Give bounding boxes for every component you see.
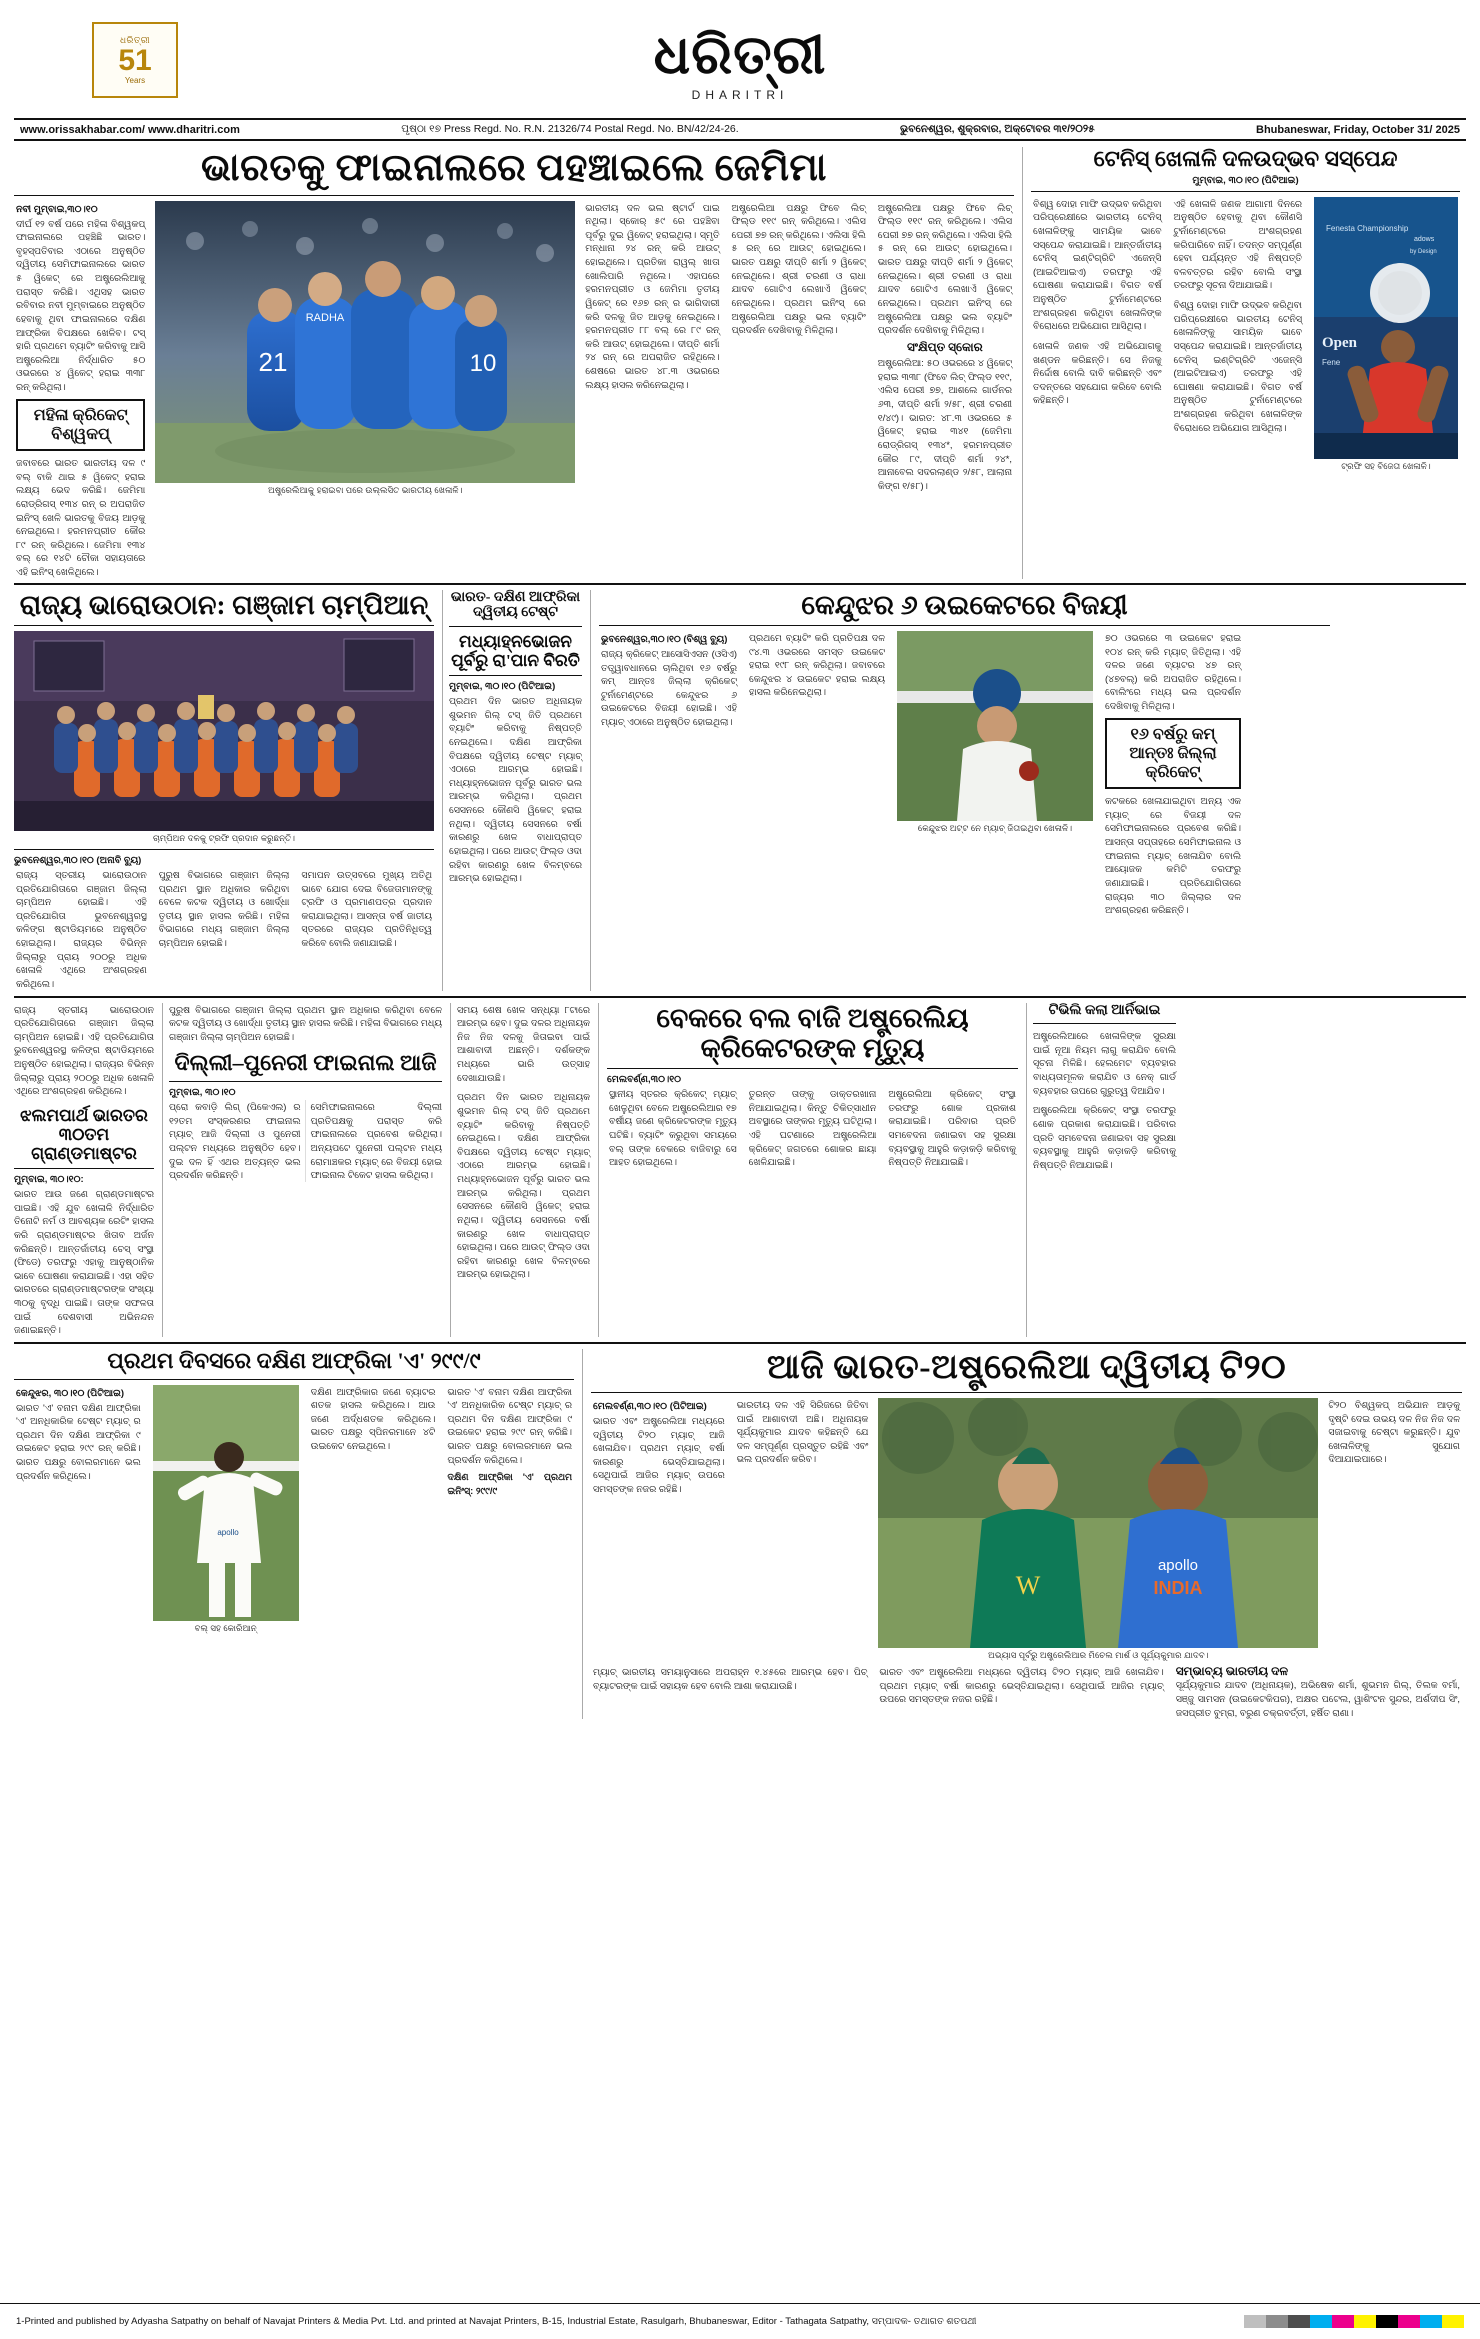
sa-a-headline: ପ୍ରଥମ ଦିବସରେ ଦକ୍ଷିଣ ଆଫ୍ରିକା 'ଏ' ୨୯୯/୯ bbox=[107, 1347, 481, 1373]
kendujhar-box-head: ୧୬ ବର୍ଷରୁ କମ୍ ଆନ୍ତଃ ଜିଲ୍ଲା କ୍ରିକେଟ୍ bbox=[1105, 718, 1241, 790]
middle-section bbox=[14, 590, 1466, 991]
top-section bbox=[14, 147, 1466, 579]
sa-a-photo bbox=[153, 1385, 299, 1621]
lower-section bbox=[14, 1003, 1466, 1337]
weightlifting-text-2: ପୁରୁଷ ବିଭାଗରେ ଗଞ୍ଜାମ ଜିଲ୍ଲା ପ୍ରଥମ ସ୍ଥାନ ଅଧିକାର କରିଥିବା ବେଳେ କଟକ ଦ୍ୱିତୀୟ ଓ ଖୋର୍ଦ୍ଧା ତୃତୀୟ ସ୍ଥାନ ହାସଲ କରିଛି। ମହିଳା ବିଭାଗରେ ମଧ୍ୟ ଗଞ୍ଜାମ ଜିଲ୍ଲା ଚାମ୍ପିଅନ ହୋଇଛି। bbox=[158, 868, 290, 949]
kendujhar-headline: କେନ୍ଦୁଝର ୬ ଉଇକେଟରେ ବିଜୟୀ bbox=[801, 589, 1128, 620]
midday-text: ପ୍ରଥମ ଦିନ ଭାରତ ଅଧିନାୟକ ଶୁଭମନ ଗିଲ୍ ଟସ୍ ଜିତି ପ୍ରଥମେ ବ୍ୟାଟିଂ କରିବାକୁ ନିଷ୍ପତ୍ତି ନେଇଥିଲେ। ଦକ୍ଷିଣ ଆଫ୍ରିକା ବିପକ୍ଷରେ ଦ୍ୱିତୀୟ ଟେଷ୍ଟ ମ୍ୟାଚ୍ ଏଠାରେ ଆରମ୍ଭ ହୋଇଛି। ମଧ୍ୟାହ୍ନଭୋଜନ ପୂର୍ବରୁ ଭାରତ ଭଲ ଆରମ୍ଭ କରିଥିଲା। ପ୍ରଥମ ସେସନରେ କୌଣସି ୱିକେଟ୍ ହରାଇ ନଥିଲା। ଦ୍ୱିତୀୟ ସେସନରେ ବର୍ଷା କାରଣରୁ ଖେଳ ବାଧାପ୍ରାପ୍ତ ହୋଇଥିଲା। ପରେ ଆଉଟ୍ ଫିଲ୍ଡ ଓଦା ରହିବା କାରଣରୁ ଖେଳ ବିଳମ୍ବରେ ଆରମ୍ଭ ହୋଇଥିଲା। bbox=[449, 695, 582, 884]
lead-text-2: ଭାରତୀୟ ଦଳ ଭଲ ଷ୍ଟାର୍ଟ ପାଇ ନଥିଲା। ସ୍କୋର୍ ୫୯ ରେ ପହଞ୍ଚିବା ପୂର୍ବରୁ ଦୁଇ ୱିକେଟ୍ ହରାଇଥିଲା। ସ୍ମୃତି ମନ୍ଧାନା ୨୪ ରନ୍ କରି ଆଉଟ୍ ହୋଇଥିଲେ। ପ୍ରତିକା ରାୱଲ୍ ଖାତା ଖୋଲିପାରି ନଥିଲେ। ଏହାପରେ ହରମନପ୍ରୀତ ଓ ଜେମିମା ତୃତୀୟ ୱିକେଟ୍ ରେ ୧୬୭ ରନ୍ ର ଭାଗିଦାରୀ କରି ଦଳକୁ ଜିତ ଆଡ଼କୁ ନେଇଥିଲେ। ହରମନପ୍ରୀତ ୮୮ ବଲ୍ ରେ ୮୯ ରନ୍ କରି ଆଉଟ୍ ହୋଇଥିଲେ। ଦୀପ୍ତି ଶର୍ମା ୨୪ ରନ୍ ରେ ଅପରାଜିତ ରହିଥିଲେ। ଶେଷରେ ଭାରତ ୪୮.୩ ଓଭରରେ ଲକ୍ଷ୍ୟ ହାସଲ କରିନେଇଥିଲା। bbox=[585, 201, 720, 390]
bekare-story bbox=[598, 1003, 1018, 1337]
lead-column-1 bbox=[14, 201, 147, 579]
tennis-dateline: ମୁମ୍ବାଇ, ୩୦।୧୦ (ପିଟିଆଇ) bbox=[1192, 174, 1299, 186]
svg-text:10: 10 bbox=[469, 349, 497, 377]
sa-a-score: ଦକ୍ଷିଣ ଆଫ୍ରିକା 'ଏ' ପ୍ରଥମ ଇନିଂସ୍: ୨୯୯/୯ bbox=[447, 1471, 573, 1496]
ind-aus-text-4: ମ୍ୟାଚ୍ ଭାରତୀୟ ସମୟାନୁସାରେ ଅପରାହ୍ନ ୧.୪୫ରେ ଆରମ୍ଭ ହେବ। ପିଚ୍ ବ୍ୟାଟରଙ୍କ ପାଇଁ ସହାୟକ ହେବ ବୋଲି ଆଶା କରାଯାଉଛି। bbox=[593, 1665, 868, 1691]
color-registration-bar bbox=[1244, 2315, 1464, 2328]
ind-aus-t20-story bbox=[582, 1349, 1462, 1719]
tennis-photo bbox=[1314, 197, 1458, 459]
kendujhar-text-2: ପ୍ରଥମେ ବ୍ୟାଟିଂ କରି ପ୍ରତିପକ୍ଷ ଦଳ ୯୪.୩ ଓଭରରେ ସମସ୍ତ ଉଇକେଟ ହରାଇ ୧୯୮ ରନ୍ କରିଥିଲା। ଜବାବରେ କେନ୍ଦୁଝର ୪ ଉଇକେଟ ହରାଇ ଲକ୍ଷ୍ୟ ହାସଲ କରିନେଇଥିଲା। bbox=[749, 631, 885, 698]
sa-a-text-3: ଭାରତ 'ଏ' ବନାମ ଦକ୍ଷିଣ ଆଫ୍ରିକା 'ଏ' ଅନଧିକାରିକ ଟେଷ୍ଟ ମ୍ୟାଚ୍ ର ପ୍ରଥମ ଦିନ ଦକ୍ଷିଣ ଆଫ୍ରିକା ୯ ଉଇକେଟ ହରାଇ ୨୯୯ ରନ୍ କରିଛି। ଭାରତ ପକ୍ଷରୁ ବୋଲରମାନେ ଭଲ ପ୍ରଦର୍ଶନ କରିଥିଲେ। bbox=[447, 1385, 573, 1465]
tennis-photo-block bbox=[1312, 197, 1460, 472]
lead-column-4 bbox=[876, 201, 1014, 579]
ind-aus-text-5: ଭାରତ ଏବଂ ଅଷ୍ଟ୍ରେଲିଆ ମଧ୍ୟରେ ଦ୍ୱିତୀୟ ଟି୨୦ ମ୍ୟାଚ୍ ଆଜି ଖେଳାଯିବ। ପ୍ରଥମ ମ୍ୟାଚ୍ ବର୍ଷା କାରଣରୁ ଭେସ୍ତିଯାଇଥିଲା। ସେଥିପାଇଁ ଆଜିର ମ୍ୟାଚ୍ ଉପରେ ସମସ୍ତଙ୍କ ନଜର ରହିଛି। bbox=[879, 1665, 1164, 1705]
svg-text:INDIA: INDIA bbox=[1153, 1577, 1203, 1598]
lead-dateline: ନବୀ ମୁମ୍ବାଇ,୩୦।୧୦ bbox=[16, 203, 98, 215]
svg-text:Open: Open bbox=[1322, 334, 1358, 351]
ind-aus-dateline: ମେଲବର୍ଣ୍ଣ,୩୦।୧୦ (ପିଟିଆଇ) bbox=[593, 1400, 707, 1412]
kendujhar-dateline: ଭୁବନେଶ୍ୱର,୩୦।୧୦ (ବିଶ୍ୱ ବ୍ୟୁ) bbox=[601, 633, 728, 645]
kendujhar-text-3: ୭୦ ଓଭରରେ ୩ ଉଇକେଟ ହରାଇ ୧୦୪ ରନ୍ କରି ମ୍ୟାଚ୍ ଜିତିଥିଲା। ଏହି ଦଳର ଜଣେ ବ୍ୟାଟର ୪୭ ରନ୍ (୪୭ବଲ୍) କରି ଅପରାଜିତ ରହିଥିଲେ। ବୋଲିଂରେ ମଧ୍ୟ ଭଲ ପ୍ରଦର୍ଶନ ଦେଖିବାକୁ ମିଳିଥିଲା। bbox=[1105, 631, 1241, 712]
lead-text-3: ଅଷ୍ଟ୍ରେଲିଆ ପକ୍ଷରୁ ଫିବେ ଲିଚ୍ ଫିଲ୍ଡ ୧୧୯ ରନ୍ କରିଥିଲେ। ଏଲିସ ପେରୀ ୭୭ ରନ୍ କରିଥିଲେ। ଏଲିସା ହିଲି ୫ ରନ୍ ରେ ଆଉଟ୍ ହୋଇଥିଲେ। ଭାରତ ପକ୍ଷରୁ ଦୀପ୍ତି ଶର୍ମା ୨ ୱିକେଟ୍ ନେଇଥିଲେ। ଶ୍ରୀ ଚରଣୀ ଓ ରାଧା ଯାଦବ ଗୋଟିଏ ଲେଖାଏଁ ୱିକେଟ୍ ନେଇଥିଲେ। ପ୍ରଥମ ଇନିଂସ୍ ରେ ଅଷ୍ଟ୍ରେଲିଆ ପକ୍ଷରୁ ଭଲ ବ୍ୟାଟିଂ ପ୍ରଦର୍ଶନ ଦେଖିବାକୁ ମିଳିଥିଲା। bbox=[731, 201, 866, 336]
bekare-headline: ବେକରେ ବଲ ବାଜି ଅଷ୍ଟ୍ରେଲିୟ କ୍ରିକେଟରଙ୍କ ମୃତ୍ୟୁ bbox=[656, 1002, 969, 1063]
sa-a-photo-block bbox=[151, 1385, 301, 1634]
svg-text:apollo: apollo bbox=[1158, 1556, 1199, 1574]
weightlifting-text-1: ରାଜ୍ୟ ସ୍ତରୀୟ ଭାରୋଉଠାନ ପ୍ରତିଯୋଗିତାରେ ଗଞ୍ଜାମ ଜିଲ୍ଲା ଚାମ୍ପିଅନ ହୋଇଛି। ଏହି ପ୍ରତିଯୋଗିତା ଭୁବନେଶ୍ୱରସ୍ଥ କଳିଙ୍ଗ ଷ୍ଟାଡିୟମରେ ଅନୁଷ୍ଠିତ ହୋଇଥିଲା। ରାଜ୍ୟର ବିଭିନ୍ନ ଜିଲ୍ଲାରୁ ପ୍ରାୟ ୨୦୦ରୁ ଅଧିକ ଖେଳାଳି ଏଥିରେ ଅଂଶଗ୍ରହଣ କରିଥିଲେ। bbox=[16, 868, 147, 989]
sa-a-text-2: ଦକ୍ଷିଣ ଆଫ୍ରିକାର ଜଣେ ବ୍ୟାଟର ଶତକ ହାସଲ କରିଥିଲେ। ଆଉ ଜଣେ ଅର୍ଦ୍ଧଶତକ କରିଥିଲେ। ଭାରତ ପକ୍ଷରୁ ସ୍ପିନରମାନେ ୪ଟି ଉଇକେଟ ନେଇଥିଲେ। bbox=[310, 1385, 436, 1451]
bekare-sidebar-head: ଟିଭିଲି କଲା ଆର୍ନିଭାଇ bbox=[1048, 1002, 1161, 1018]
weightlifting-text-3: ସମାପନ ଉତ୍ସବରେ ମୁଖ୍ୟ ଅତିଥି ଭାବେ ଯୋଗ ଦେଇ ବିଜେତାମାନଙ୍କୁ ଟ୍ରଫି ଓ ପ୍ରମାଣପତ୍ର ପ୍ରଦାନ କରାଯାଇଥିଲା। ଆସନ୍ତା ବର୍ଷ ଜାତୀୟ ସ୍ତରରେ ରାଜ୍ୟର ପ୍ରତିନିଧିତ୍ୱ କରିବେ ବୋଲି ଜଣାଯାଇଛି। bbox=[301, 868, 433, 949]
anniversary-badge bbox=[92, 22, 178, 98]
svg-text:by Design: by Design bbox=[1410, 248, 1437, 255]
jhalampath-text: ଭାରତ ଆଉ ଜଣେ ଗ୍ରାଣ୍ଡମାଷ୍ଟର ପାଇଛି। ଏହି ଯୁବ ଖେଳାଳି ନିର୍ଦ୍ଧାରିତ ତିନୋଟି ନର୍ମ ଓ ଆବଶ୍ୟକ ରେଟିଂ ହାସଲ କରି ଗ୍ରାଣ୍ଡମାଷ୍ଟର ଖିତାବ ଅର୍ଜନ କରିଛନ୍ତି। ଆନ୍ତର୍ଜାତୀୟ ଚେସ୍ ସଂସ୍ଥା (ଫିଡେ) ତରଫରୁ ଏହାକୁ ଆନୁଷ୍ଠାନିକ ଭାବେ ଘୋଷଣା କରାଯାଇଛି। ଏହା ସହିତ ଭାରତରେ ଗ୍ରାଣ୍ଡମାଷ୍ଟରଙ୍କ ସଂଖ୍ୟା ୩୦କୁ ବୃଦ୍ଧି ପାଇଛି। ତାଙ୍କ ସଫଳତା ପାଇଁ ଦେଶବାସୀ ଅଭିନନ୍ଦନ ଜଣାଇଛନ୍ତି। bbox=[14, 1188, 154, 1336]
midday-dateline: ମୁମ୍ବାଇ, ୩୦।୧୦ (ପିଟିଆଇ) bbox=[449, 681, 556, 693]
sa-a-caption: ବଲ୍ ସହ କୋରିଆନ୍ bbox=[194, 1622, 257, 1633]
tennis-text-3: ଖେଳାଳି ଜଣକ ଏହି ଅଭିଯୋଗକୁ ଖଣ୍ଡନ କରିଛନ୍ତି। ସେ ନିଜକୁ ନିର୍ଦ୍ଦୋଷ ବୋଲି ଦାବି କରିଛନ୍ତି ଏବଂ ତଦନ୍ତରେ ସହଯୋଗ କରିବେ ବୋଲି କହିଛନ୍ତି। bbox=[1033, 339, 1162, 406]
sa-a-dateline: କେନ୍ଦୁଝର, ୩୦।୧୦ (ପିଟିଆଇ) bbox=[16, 1387, 125, 1399]
footer-imprint: 1-Printed and published by Adyasha Satpathy on behalf of Navajat Printers & Media Pvt. Ltd. and printed at Navajat Printers, B-15, Industrial Estate, Rasulgarh, Bhubaneswar, Editor - Tathagata Satpathy, ସମ୍ପାଦକ- ତଥାଗତ ଶତପଥୀ bbox=[16, 2316, 977, 2327]
anniversary-top-label: ଧରିତ୍ରୀ bbox=[119, 35, 151, 45]
weightlifting-headline: ରାଜ୍ୟ ଭାରୋଉଠାନ: ଗଞ୍ଜାମ ଚାମ୍ପିଆନ୍ bbox=[19, 589, 429, 620]
weightlifting-story bbox=[14, 590, 434, 991]
place-date-english: Bhubaneswar, Friday, October 31/ 2025 bbox=[1256, 123, 1460, 136]
website-urls[interactable]: www.orissakhabar.com/ www.dharitri.com bbox=[20, 123, 240, 136]
jhalampath-headline: ଝଲମପାର୍ଥ ଭାରତର ୩୦ତମ ଗ୍ରାଣ୍ଡମାଷ୍ଟର bbox=[20, 1105, 148, 1163]
lead-text-1b: ଜବାବରେ ଭାରତ ଭାରତୀୟ ଦଳ ୯ ବଲ୍ ବାକି ଥାଇ ୫ ୱିକେଟ୍ ହରାଇ ଲକ୍ଷ୍ୟ ଭେଦ କରିଛି। ଜେମିମା ରୋଡ୍ରିଗସ୍ ୧୩୪ ରନ୍ ର ଅପରାଜିତ ଇନିଂସ୍ ଖେଳି ଭାରତକୁ ବିଜୟ ଆଡ଼କୁ ନେଇଥିଲେ। ହରମନପ୍ରୀତ କୌର ୮୯ ରନ୍ କରିଥିଲେ। ଜେମିମା ୧୩୪ ବଲ୍ ରେ ୧୪ଟି ଚୌକା ସହାୟତାରେ ଏହି ଇନିଂସ୍ ଖେଳିଥିଲେ। bbox=[16, 457, 146, 578]
bekare-sidebar-text-2: ଅଷ୍ଟ୍ରେଲିଆ କ୍ରିକେଟ୍ ସଂସ୍ଥା ତରଫରୁ ଶୋକ ପ୍ରକାଶ କରାଯାଇଛି। ପରିବାର ପ୍ରତି ସମବେଦନା ଜଣାଇବା ସହ ସୁରକ୍ଷା ବ୍ୟବସ୍ଥାକୁ ଆହୁରି କଡ଼ାକଡ଼ି କରିବାକୁ ନିଷ୍ପତ୍ତି ନିଆଯାଇଛି। bbox=[1033, 1104, 1176, 1170]
sa-a-text-1: ଭାରତ 'ଏ' ବନାମ ଦକ୍ଷିଣ ଆଫ୍ରିକା 'ଏ' ଅନଧିକାରିକ ଟେଷ୍ଟ ମ୍ୟାଚ୍ ର ପ୍ରଥମ ଦିନ ଦକ୍ଷିଣ ଆଫ୍ରିକା ୯ ଉଇକେଟ ହରାଇ ୨୯୯ ରନ୍ କରିଛି। ଭାରତ ପକ୍ଷରୁ ବୋଲରମାନେ ଭଲ ପ୍ରଦର୍ଶନ କରିଥିଲେ। bbox=[16, 1401, 141, 1481]
kendujhar-photo-block bbox=[895, 631, 1095, 917]
lead-photo-block bbox=[155, 201, 575, 579]
svg-text:21: 21 bbox=[258, 346, 288, 377]
kendujhar-text-4: କଟକରେ ଖେଳାଯାଇଥିବା ଅନ୍ୟ ଏକ ମ୍ୟାଚ୍ ରେ ବିଜୟୀ ଦଳ ସେମିଫାଇନାଲରେ ପ୍ରବେଶ କରିଛି। ଆସନ୍ତା ସପ୍ତାହରେ ସେମିଫାଇନାଲ ଓ ଫାଇନାଲ ମ୍ୟାଚ୍ ଖେଳାଯିବ ବୋଲି ଆୟୋଜକ କମିଟି ତରଫରୁ ଜଣାଯାଇଛି। ପ୍ରତିଯୋଗିତାରେ ରାଜ୍ୟର ୩୦ ଜିଲ୍ଲାର ଦଳ ଅଂଶଗ୍ରହଣ କରିଛନ୍ତି। bbox=[1105, 795, 1241, 916]
bottom-section bbox=[14, 1349, 1466, 1719]
anniversary-years-label: Years bbox=[124, 76, 146, 85]
masthead-title-english: DHARITRI bbox=[691, 88, 789, 102]
bekare-sidebar bbox=[1026, 1003, 1176, 1337]
lead-score-text: ଅଷ୍ଟ୍ରେଲିଆ: ୫୦ ଓଭରରେ ୪ ୱିକେଟ୍ ହରାଇ ୩୩୮ (ଫିବେ ଲିଚ୍ ଫିଲ୍ଡ ୧୧୯, ଏଲିସ ପେରୀ ୭୭, ଆଶଲେ ଗାର୍ଡନର ୬୩, ଦୀପ୍ତି ଶର୍ମା ୨/୫୮, ଶ୍ରୀ ଚରଣୀ ୧/୪୯)। ଭାରତ: ୪୮.୩ ଓଭରରେ ୫ ୱିକେଟ୍ ହରାଇ ୩୪୧ (ଜେମିମା ରୋଡ୍ରିଗସ୍ ୧୩୪*, ହରମନପ୍ରୀତ କୌର ୮୯, ଦୀପ୍ତି ଶର୍ମା ୨୪*, ଆନାବେଲ ସଦରଲାଣ୍ଡ ୨/୫୮, ଆଲାନା କିଙ୍ଗ ୧/୫୮)। bbox=[877, 357, 1012, 491]
lead-story bbox=[14, 147, 1014, 579]
lead-text-1: ଦୀର୍ଘ ୧୨ ବର୍ଷ ପରେ ମହିଳା ବିଶ୍ୱକପ୍ ଫାଇନାଲରେ ପହଞ୍ଚିଛି ଭାରତ। ବୃହସ୍ପତିବାର ଏଠାରେ ଅନୁଷ୍ଠିତ ଦ୍ୱିତୀୟ ସେମିଫାଇନାଲରେ ଭାରତ ୫ ୱିକେଟ୍ ରେ ଅଷ୍ଟ୍ରେଲିଆକୁ ପରାସ୍ତ କରିଛି। ଏଥିସହ ଭାରତ ରବିବାର ନବୀ ମୁମ୍ବାଇରେ ଅନୁଷ୍ଠିତ ହେବାକୁ ଥିବା ଫାଇନାଲରେ ଦକ୍ଷିଣ ଆଫ୍ରିକା ବିପକ୍ଷରେ ଖେଳିବ। ଟସ୍ ହାରି ପ୍ରଥମେ ବ୍ୟାଟିଂ କରିବାକୁ ଆସି ଅଷ୍ଟ୍ରେଲିଆ ନିର୍ଦ୍ଧାରିତ ୫୦ ଓଭରରେ ୪ ୱିକେଟ୍ ହରାଇ ୩୩୮ ରନ୍ କରିଥିଲା। bbox=[16, 217, 146, 393]
delhi-pune-text-2: ସେମିଫାଇନାଲରେ ଦିଲ୍ଲୀ ପ୍ରତିପକ୍ଷକୁ ପରାସ୍ତ କରି ଫାଇନାଲରେ ପ୍ରବେଶ କରିଥିଲା। ଅନ୍ୟପଟେ ପୁନେରୀ ପଲ୍ଟନ ମଧ୍ୟ ରୋମାଞ୍ଚକର ମ୍ୟାଚ୍ ରେ ବିଜୟୀ ହୋଇ ଫାଇନାଲ ଟିକେଟ ହାସଲ କରିଥିଲା। bbox=[310, 1101, 442, 1181]
svg-text:RADHA: RADHA bbox=[306, 311, 345, 324]
ind-aus-squad-head: ସମ୍ଭାବ୍ୟ ଭାରତୀୟ ଦଳ bbox=[1175, 1663, 1289, 1678]
kendujhar-photo bbox=[897, 631, 1093, 821]
weightlifting-photo bbox=[14, 631, 434, 831]
ind-aus-photo-block bbox=[878, 1398, 1318, 1661]
delhi-pune-story bbox=[162, 1003, 442, 1337]
title-block bbox=[653, 25, 827, 102]
tennis-column-2 bbox=[1172, 197, 1305, 472]
kendujhar-text-1: ରାଜ୍ୟ କ୍ରିକେଟ୍ ଆସୋସିଏସନ (ଓସିଏ) ତତ୍ତ୍ୱାବଧାନରେ ଚାଲିଥିବା ୧୬ ବର୍ଷରୁ କମ୍ ଆନ୍ତଃ ଜିଲ୍ଲା କ୍ରିକେଟ୍ ଟୁର୍ନାମେଣ୍ଟରେ କେନ୍ଦୁଝର ୬ ଉଇକେଟରେ ବିଜୟୀ ହୋଇଛି। ଏହି ମ୍ୟାଚ୍ ଏଠାରେ ଅନୁଷ୍ଠିତ ହୋଇଥିଲା। bbox=[601, 647, 737, 728]
bekare-sidebar-text: ଅଷ୍ଟ୍ରେଲିଆରେ ଖେଳାଳିଙ୍କ ସୁରକ୍ଷା ପାଇଁ ନୂଆ ନିୟମ ଲାଗୁ କରାଯିବ ବୋଲି ସୂଚନା ମିଳିଛି। ହେଲମେଟ ବ୍ୟବହାର ବାଧ୍ୟତାମୂଳକ କରାଯିବ ଓ ନେକ୍ ଗାର୍ଡ ବ୍ୟବହାର ଉପରେ ଗୁରୁତ୍ୱ ଦିଆଯିବ। bbox=[1033, 1030, 1176, 1096]
lower-filler-4: ପ୍ରଥମ ଦିନ ଭାରତ ଅଧିନାୟକ ଶୁଭମନ ଗିଲ୍ ଟସ୍ ଜିତି ପ୍ରଥମେ ବ୍ୟାଟିଂ କରିବାକୁ ନିଷ୍ପତ୍ତି ନେଇଥିଲେ। ଦକ୍ଷିଣ ଆଫ୍ରିକା ବିପକ୍ଷରେ ଦ୍ୱିତୀୟ ଟେଷ୍ଟ ମ୍ୟାଚ୍ ଏଠାରେ ଆରମ୍ଭ ହୋଇଛି। ମଧ୍ୟାହ୍ନଭୋଜନ ପୂର୍ବରୁ ଭାରତ ଭଲ ଆରମ୍ଭ କରିଥିଲା। ପ୍ରଥମ ସେସନରେ କୌଣସି ୱିକେଟ୍ ହରାଇ ନଥିଲା। ଦ୍ୱିତୀୟ ସେସନରେ ବର୍ଷା କାରଣରୁ ଖେଳ ବାଧାପ୍ରାପ୍ତ ହୋଇଥିଲା। ପରେ ଆଉଟ୍ ଫିଲ୍ଡ ଓଦା ରହିବା କାରଣରୁ ଖେଳ ବିଳମ୍ବରେ ଆରମ୍ଭ ହୋଇଥିଲା। bbox=[457, 1091, 590, 1280]
lead-photo-caption: ଅଷ୍ଟ୍ରେଲିଆକୁ ହରାଇବା ପରେ ଉଲ୍ଲସିତ ଭାରତୀୟ ଖେଳାଳି। bbox=[268, 484, 463, 495]
midday-headline: ମଧ୍ୟାହ୍ନଭୋଜନ ପୂର୍ବରୁ ରା'ପାନ ବିରତି bbox=[451, 632, 580, 671]
tennis-story bbox=[1022, 147, 1460, 579]
kendujhar-story bbox=[590, 590, 1330, 991]
bekare-dateline: ମେଲବର୍ଣ୍ଣ,୩୦।୧୦ bbox=[607, 1074, 682, 1085]
delhi-pune-headline: ଦିଲ୍ଲୀ–ପୁନେରୀ ଫାଇନାଲ ଆଜି bbox=[174, 1050, 437, 1076]
lead-photo bbox=[155, 201, 575, 483]
tennis-text-2: ଏହି ଖେଳାଳି ଜଣକ ଆଗାମୀ ଦିନରେ ଅନୁଷ୍ଠିତ ହେବାକୁ ଥିବା କୌଣସି ଟୁର୍ନାମେଣ୍ଟରେ ଅଂଶଗ୍ରହଣ କରିପାରିବେ ନାହିଁ। ତଦନ୍ତ ସମ୍ପୂର୍ଣ୍ଣ ହେବା ପର୍ଯ୍ୟନ୍ତ ଏହି ନିଷ୍ପତ୍ତି ବଳବତ୍ତର ରହିବ ବୋଲି ସଂସ୍ଥା ତରଫରୁ ସୂଚନା ଦିଆଯାଇଛି। bbox=[1173, 197, 1302, 291]
delhi-pune-text-1: ପ୍ରୋ କବାଡ଼ି ଲିଗ୍ (ପିକେଏଲ) ର ୧୨ତମ ସଂସ୍କରଣର ଫାଇନାଲ ମ୍ୟାଚ୍ ଆଜି ଦିଲ୍ଲୀ ଓ ପୁନେରୀ ପଲ୍ଟନ ମଧ୍ୟରେ ଅନୁଷ୍ଠିତ ହେବ। ଦୁଇ ଦଳ ହିଁ ଏଥର ଅତ୍ୟନ୍ତ ଭଲ ପ୍ରଦର୍ଶନ କରିଛନ୍ତି। bbox=[169, 1101, 301, 1181]
lower-left-filler: ରାଜ୍ୟ ସ୍ତରୀୟ ଭାରୋଉଠାନ ପ୍ରତିଯୋଗିତାରେ ଗଞ୍ଜାମ ଜିଲ୍ଲା ଚାମ୍ପିଅନ ହୋଇଛି। ଏହି ପ୍ରତିଯୋଗିତା ଭୁବନେଶ୍ୱରସ୍ଥ କଳିଙ୍ଗ ଷ୍ଟାଡିୟମରେ ଅନୁଷ୍ଠିତ ହୋଇଥିଲା। ରାଜ୍ୟର ବିଭିନ୍ନ ଜିଲ୍ଲାରୁ ପ୍ରାୟ ୨୦୦ରୁ ଅଧିକ ଖେଳାଳି ଏଥିରେ ଅଂଶଗ୍ରହଣ କରିଥିଲେ। bbox=[14, 1003, 154, 1097]
svg-text:Fene: Fene bbox=[1322, 357, 1341, 367]
tennis-headline: ଟେନିସ୍ ଖେଳାଳି ଦଳଉଦ୍ଭବ ସସ୍‌ପେନ୍ଦ bbox=[1093, 146, 1398, 171]
lead-headline: ଭାରତକୁ ଫାଇନାଲରେ ପହଞ୍ଚାଇଲେ ଜେମିମା bbox=[201, 147, 827, 189]
tennis-text-2b: ବିଶ୍ୱ ଦୋହା ମାଫି ଉଦ୍ଭବ କରିଥିବା ପରିପ୍ରେକ୍ଷୀରେ ଭାରତୀୟ ଟେନିସ୍ ଖେଳାଳିଙ୍କୁ ସାମୟିକ ଭାବେ ସସ୍‌ପେନ୍ଦ କରାଯାଇଛି। ଆନ୍ତର୍ଜାତୀୟ ଟେନିସ୍ ଇଣ୍ଟିଗ୍ରିଟି ଏଜେନ୍ସି (ଆଇଟିଆଇଏ) ତରଫରୁ ଏହି ଘୋଷଣା କରାଯାଇଛି। ବିଗତ ବର୍ଷ ଅନୁଷ୍ଠିତ ଟୁର୍ନାମେଣ୍ଟରେ ଅଂଶଗ୍ରହଣ କରିଥିବା ଖେଳାଳିଙ୍କ ବିରୋଧରେ ଅଭିଯୋଗ ଆସିଥିଲା। bbox=[1173, 299, 1302, 433]
kendujhar-caption: କେନ୍ଦୁଝର ଅଟ୍ଟ ନେ ମ୍ୟାଚ୍ ଜିତାଇଥିବା ଖେଳାଳି। bbox=[917, 822, 1073, 833]
svg-text:adows: adows bbox=[1414, 235, 1435, 243]
weightlifting-dateline: ଭୁବନେଶ୍ୱର,୩୦।୧୦ (ଅନାବି ବ୍ୟୁ) bbox=[14, 854, 142, 866]
jhalampath-story bbox=[14, 1003, 154, 1337]
tennis-column-1 bbox=[1031, 197, 1164, 472]
tennis-text-1: ବିଶ୍ୱ ଦୋହା ମାଫି ଉଦ୍ଭବ କରିଥିବା ପରିପ୍ରେକ୍ଷୀରେ ଭାରତୀୟ ଟେନିସ୍ ଖେଳାଳିଙ୍କୁ ସାମୟିକ ଭାବେ ସସ୍‌ପେନ୍ଦ କରାଯାଇଛି। ଆନ୍ତର୍ଜାତୀୟ ଟେନିସ୍ ଇଣ୍ଟିଗ୍ରିଟି ଏଜେନ୍ସି (ଆଇଟିଆଇଏ) ତରଫରୁ ଏହି ଘୋଷଣା କରାଯାଇଛି। ବିଗତ ବର୍ଷ ଅନୁଷ୍ଠିତ ଟୁର୍ନାମେଣ୍ଟରେ ଅଂଶଗ୍ରହଣ କରିଥିବା ଖେଳାଳିଙ୍କ ବିରୋଧରେ ଅଭିଯୋଗ ଆସିଥିଲା। bbox=[1033, 197, 1162, 332]
info-bar bbox=[14, 118, 1466, 141]
svg-text:apollo: apollo bbox=[216, 1527, 239, 1537]
anniversary-number: 51 bbox=[118, 44, 152, 77]
delhi-pune-dateline: ମୁମ୍ବାଇ, ୩୦।୧୦ bbox=[169, 1087, 236, 1099]
lead-column-3 bbox=[730, 201, 868, 579]
ind-aus-squad-text: ସୂର୍ଯ୍ୟକୁମାର ଯାଦବ (ଅଧିନାୟକ), ଅଭିଷେକ ଶର୍ମା, ଶୁଭମନ ଗିଲ୍, ତିଲକ ବର୍ମା, ସଞ୍ଜୁ ସାମସନ (ଉଇକେଟକିପର), ଅକ୍ଷର ପଟେଲ, ୱାଶିଂଟନ ସୁନ୍ଦର, ଅର୍ଶଦୀପ ସିଂ, ଜସପ୍ରୀତ ବୁମ୍ରା, ବରୁଣ ଚକ୍ରବର୍ତ୍ତୀ, ହର୍ଷିତ ରାଣା। bbox=[1175, 1679, 1460, 1718]
midday-kicker: ଭାରତ- ଦକ୍ଷିଣ ଆଫ୍ରିକା ଦ୍ୱିତୀୟ ଟେଷ୍ଟ bbox=[450, 589, 581, 621]
jhalampath-dateline: ମୁମ୍ବାଇ, ୩୦।୧୦: bbox=[14, 1174, 84, 1185]
bekare-text-3: ଅଷ୍ଟ୍ରେଲିଆ କ୍ରିକେଟ୍ ସଂସ୍ଥା ତରଫରୁ ଶୋକ ପ୍ରକାଶ କରାଯାଇଛି। ପରିବାର ପ୍ରତି ସମବେଦନା ଜଣାଇବା ସହ ସୁରକ୍ଷା ବ୍ୟବସ୍ଥାକୁ ଆହୁରି କଡ଼ାକଡ଼ି କରିବାକୁ ନିଷ୍ପତ୍ତି ନିଆଯାଇଛି। bbox=[888, 1088, 1017, 1168]
bekare-text-2: ତୁରନ୍ତ ତାଙ୍କୁ ଡାକ୍ତରଖାନା ନିଆଯାଇଥିଲା। କିନ୍ତୁ ଚିକିତ୍ସାଧୀନ ଅବସ୍ଥାରେ ତାଙ୍କର ମୃତ୍ୟୁ ଘଟିଥିଲା। ଏହି ଘଟଣାରେ ଅଷ୍ଟ୍ରେଲିଆ କ୍ରିକେଟ୍ ଜଗତରେ ଶୋକର ଛାୟା ଖେଳିଯାଇଛି। bbox=[748, 1088, 877, 1168]
svg-text:W: W bbox=[1016, 1570, 1041, 1600]
tennis-photo-caption: ଟ୍ରଫି ସହ ବିଜେତା ଖେଳାଳି। bbox=[1341, 460, 1431, 471]
svg-text:Fenesta Championship: Fenesta Championship bbox=[1326, 223, 1409, 233]
place-date-odia: ଭୁବନେଶ୍ୱର, ଶୁକ୍ରବାର, ଅକ୍ଟୋବର ୩୧/୨୦୨୫ bbox=[900, 123, 1095, 135]
sa-a-story bbox=[14, 1349, 574, 1719]
ind-aus-text-2: ଭାରତୀୟ ଦଳ ଏହି ସିରିଜରେ ଜିତିବା ପାଇଁ ଆଶାବାଦୀ ଅଛି। ଅଧିନାୟକ ସୂର୍ଯ୍ୟକୁମାର ଯାଦବ କହିଛନ୍ତି ଯେ ଦଳ ସମ୍ପୂର୍ଣ୍ଣ ପ୍ରସ୍ତୁତ ରହିଛି ଏବଂ ଭଲ ପ୍ରଦର୍ଶନ କରିବ। bbox=[736, 1398, 869, 1465]
masthead-title-odia: ଧରିତ୍ରୀ bbox=[653, 25, 827, 85]
bekare-text-1: ସ୍ଥାନୀୟ ସ୍ତରର କ୍ରିକେଟ୍ ମ୍ୟାଚ୍ ଖେଳୁଥିବା ବେଳେ ଅଷ୍ଟ୍ରେଲିଆର ୧୭ ବର୍ଷୀୟ ଜଣେ କ୍ରିକେଟରଙ୍କ ମୃତ୍ୟୁ ଘଟିଛି। ବ୍ୟାଟିଂ କରୁଥିବା ସମୟରେ ବଲ୍ ତାଙ୍କ ବେକରେ ବାଜିବାରୁ ସେ ଆହତ ହୋଇଥିଲେ। bbox=[609, 1088, 737, 1168]
masthead bbox=[14, 10, 1466, 118]
lower-centre-column bbox=[450, 1003, 590, 1337]
page-footer bbox=[0, 2303, 1480, 2339]
lead-score-head: ସଂକ୍ଷିପ୍ତ ସ୍କୋର bbox=[907, 339, 983, 354]
lower-filler-3: ସମୟ ଶେଷ ଖେଳ ସନ୍ଧ୍ୟା ୮ଟାରେ ଆରମ୍ଭ ହେବ। ଦୁଇ ଦଳର ଅଧିନାୟକ ନିଜ ନିଜ ଦଳକୁ ଜିତାଇବା ପାଇଁ ଆଶାବାଦୀ ଅଛନ୍ତି। ଦର୍ଶକଙ୍କ ମଧ୍ୟରେ ଭାରି ଉତ୍ସାହ ଦେଖାଯାଉଛି। bbox=[457, 1003, 590, 1083]
lead-column-2 bbox=[583, 201, 721, 579]
ind-aus-text-1: ଭାରତ ଏବଂ ଅଷ୍ଟ୍ରେଲିଆ ମଧ୍ୟରେ ଦ୍ୱିତୀୟ ଟି୨୦ ମ୍ୟାଚ୍ ଆଜି ଖେଳାଯିବ। ପ୍ରଥମ ମ୍ୟାଚ୍ ବର୍ଷା କାରଣରୁ ଭେସ୍ତିଯାଇଥିଲା। ସେଥିପାଇଁ ଆଜିର ମ୍ୟାଚ୍ ଉପରେ ସମସ୍ତଙ୍କ ନଜର ରହିଛି। bbox=[593, 1414, 725, 1495]
weightlifting-caption: ଚାମ୍ପିଅନ ଦଳକୁ ଟ୍ରଫି ପ୍ରଦାନ କରୁଛନ୍ତି। bbox=[152, 832, 296, 843]
lead-section-badge: ମହିଳା କ୍ରିକେଟ୍ ବିଶ୍ୱକପ୍ bbox=[16, 399, 145, 451]
ind-aus-caption: ଅଭ୍ୟାସ ପୂର୍ବରୁ ଅଷ୍ଟ୍ରେଲିଆର ମିଚେଲ ମାର୍ଶ ଓ ସୂର୍ଯ୍ୟକୁମାର ଯାଦବ। bbox=[988, 1649, 1209, 1660]
ind-aus-photo bbox=[878, 1398, 1318, 1648]
ind-aus-headline: ଆଜି ଭାରତ-ଅଷ୍ଟ୍ରେଲିଆ ଦ୍ୱିତୀୟ ଟି୨୦ bbox=[766, 1348, 1287, 1386]
lead-text-4a: ଅଷ୍ଟ୍ରେଲିଆ ପକ୍ଷରୁ ଫିବେ ଲିଚ୍ ଫିଲ୍ଡ ୧୧୯ ରନ୍ କରିଥିଲେ। ଏଲିସ ପେରୀ ୭୭ ରନ୍ କରିଥିଲେ। ଏଲିସା ହିଲି ୫ ରନ୍ ରେ ଆଉଟ୍ ହୋଇଥିଲେ। ଭାରତ ପକ୍ଷରୁ ଦୀପ୍ତି ଶର୍ମା ୨ ୱିକେଟ୍ ନେଇଥିଲେ। ଶ୍ରୀ ଚରଣୀ ଓ ରାଧା ଯାଦବ ଗୋଟିଏ ଲେଖାଏଁ ୱିକେଟ୍ ନେଇଥିଲେ। ପ୍ରଥମ ଇନିଂସ୍ ରେ ଅଷ୍ଟ୍ରେଲିଆ ପକ୍ଷରୁ ଭଲ ବ୍ୟାଟିଂ ପ୍ରଦର୍ଶନ ଦେଖିବାକୁ ମିଳିଥିଲା। bbox=[877, 201, 1012, 336]
ind-aus-text-3: ଟି୨୦ ବିଶ୍ୱକପ୍ ଅଭିଯାନ ଆଡ଼କୁ ଦୃଷ୍ଟି ଦେଇ ଉଭୟ ଦଳ ନିଜ ନିଜ ଦଳ ସଜାଇବାକୁ ଚେଷ୍ଟା କରୁଛନ୍ତି। ଯୁବ ଖେଳାଳିଙ୍କୁ ସୁଯୋଗ ଦିଆଯାଇପାରେ। bbox=[1328, 1398, 1461, 1465]
registration-info: ପୃଷ୍ଠା ୧୭ Press Regd. No. R.N. 21326/74 Postal Regd. No. BN/42/24-26. bbox=[401, 123, 739, 135]
midday-story bbox=[442, 590, 582, 991]
lower-filler-2: ପୁରୁଷ ବିଭାଗରେ ଗଞ୍ଜାମ ଜିଲ୍ଲା ପ୍ରଥମ ସ୍ଥାନ ଅଧିକାର କରିଥିବା ବେଳେ କଟକ ଦ୍ୱିତୀୟ ଓ ଖୋର୍ଦ୍ଧା ତୃତୀୟ ସ୍ଥାନ ହାସଲ କରିଛି। ମହିଳା ବିଭାଗରେ ମଧ୍ୟ ଗଞ୍ଜାମ ଜିଲ୍ଲା ଚାମ୍ପିଅନ ହୋଇଛି। bbox=[169, 1003, 442, 1042]
